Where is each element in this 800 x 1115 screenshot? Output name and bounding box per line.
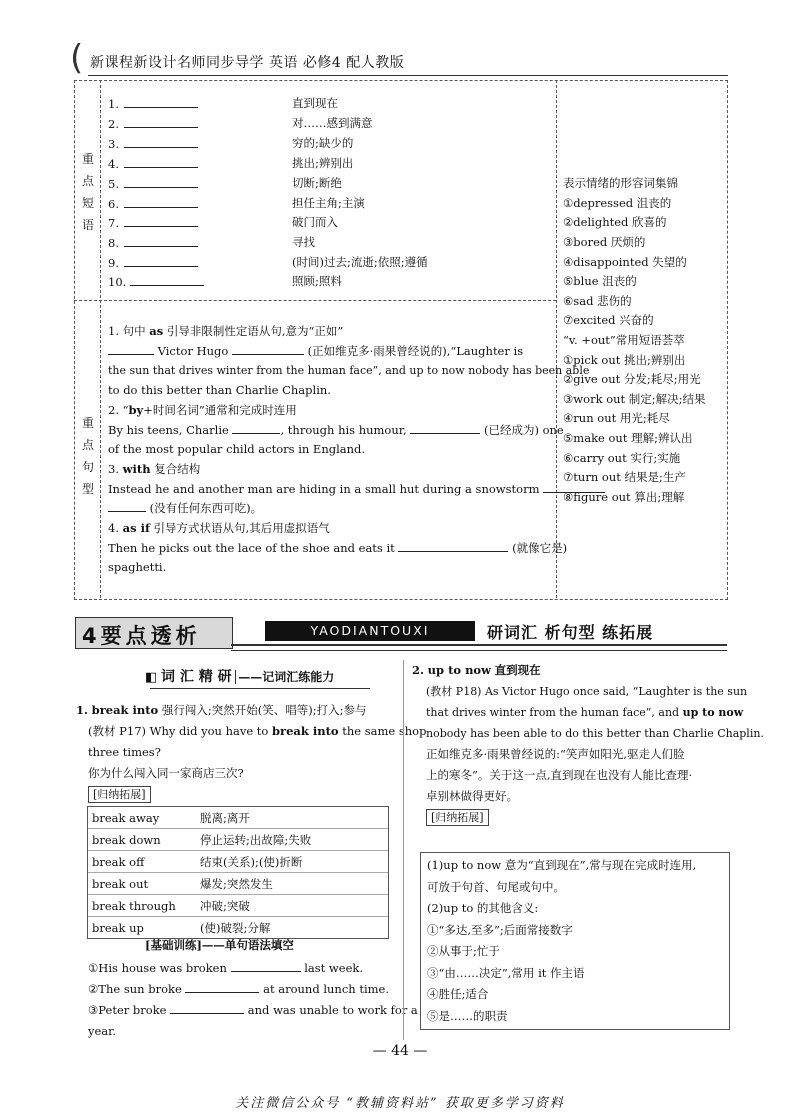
answer-blank[interactable]	[543, 480, 605, 493]
page-header-title: 新课程新设计名师同步导学 英语 必修4 配人教版	[90, 55, 405, 71]
answer-blank[interactable]	[398, 539, 508, 552]
header-bracket: (	[70, 38, 84, 78]
phrase-meaning: 照顾;照料	[292, 274, 342, 288]
answer-blank[interactable]	[124, 195, 198, 208]
phrase-row: 10.	[108, 273, 204, 293]
drill-exercises: ①His house was broken last week. ②The sun broke at around lunch time. ③Peter broke and was unable to work for a year.	[88, 961, 418, 1038]
sidebar-line: ③work out 制定;解决;结果	[563, 392, 706, 406]
answer-blank[interactable]	[108, 499, 146, 512]
sidebar-line: ②give out 分发;耗尽;用光	[563, 372, 701, 386]
answer-blank[interactable]	[410, 421, 480, 434]
sidebar-line: ⑥sad 悲伤的	[563, 294, 632, 308]
banner-subtitle: 研词汇 析句型 练拓展	[487, 623, 654, 642]
header-rule	[88, 75, 728, 76]
note-line: (1)up to now 意为“直到现在”,常与现在完成时连用,	[427, 858, 697, 872]
answer-blank[interactable]	[232, 342, 304, 355]
phrase-meaning: 破门而入	[292, 215, 338, 229]
sidebar-line: ⑦turn out 结果是;生产	[563, 470, 686, 484]
banner-stripe	[231, 644, 727, 651]
answer-blank[interactable]	[124, 175, 198, 188]
answer-blank[interactable]	[170, 1001, 244, 1014]
phrase-row: 1.	[108, 95, 198, 115]
answer-blank[interactable]	[124, 95, 198, 108]
expand-tag: [归纳拓展]	[88, 786, 151, 803]
answer-blank[interactable]	[124, 115, 198, 128]
phrase-row: 9.	[108, 254, 198, 274]
box-divider-right	[556, 80, 557, 598]
answer-blank[interactable]	[130, 273, 204, 286]
phrase-meaning: (时间)过去;流逝;依照;遵循	[292, 255, 428, 269]
banner-title: 4要点透析	[82, 624, 201, 648]
sentence-4: 4. as if 引导方式状语从句,其后用虚拟语气 Then he picks out the lace of the shoe and eats it (就像它是) spaghetti.	[108, 521, 568, 575]
answer-blank[interactable]	[124, 155, 198, 168]
sidebar-line: 表示情绪的形容词集锦	[563, 176, 678, 190]
expand-tag: [归纳拓展]	[426, 809, 489, 826]
phrase-meaning: 寻找	[292, 235, 315, 249]
note-line: 可放于句首、句尾或句中。	[427, 879, 565, 894]
page-number: — 44 —	[372, 1043, 428, 1059]
phrases-label: 重点短语	[81, 152, 94, 232]
sidebar-line: ⑥carry out 实行;实施	[563, 451, 681, 465]
phrase-row: 3.	[108, 135, 198, 155]
break-phrases-table	[87, 806, 389, 939]
answer-blank[interactable]	[108, 342, 154, 355]
sidebar-line: ④run out 用光;耗尽	[563, 411, 670, 425]
phrase-meaning: 担任主角;主演	[292, 196, 365, 210]
vocab-heading: ◧ 词 汇 精 研 ——记词汇练能力	[145, 669, 335, 685]
sidebar-line: ⑧figure out 算出;理解	[563, 490, 685, 504]
sidebar-line: ⑤make out 理解;辨认出	[563, 431, 693, 445]
sidebar-line: ①depressed 沮丧的	[563, 196, 672, 210]
vocab-item-1: 1. break into 强行闯入;突然开始(笑、唱等);打入;参与 (教材 P17) Why did you have to break into the same shop three times? 你为什么闯入同一家商店三次? [归纳拓展]	[76, 703, 427, 801]
sidebar-line: “v. +out”常用短语荟萃	[563, 333, 685, 347]
book-icon: ◧	[145, 670, 158, 685]
sentence-3: 3. with 复合结构 Instead he and another man are hiding in a small hut during a snowstorm (没有任何东西可吃)。	[108, 460, 548, 519]
vocab-heading-rule	[150, 688, 370, 689]
section-banner	[75, 617, 727, 649]
sentences-label: 重点句型	[81, 416, 94, 496]
phrase-row: 2.	[108, 115, 198, 135]
table-row: break out 爆发;突然发生	[88, 873, 388, 895]
banner-title-box	[75, 617, 233, 649]
phrase-meaning: 挑出;辨别出	[292, 156, 354, 170]
phrase-row: 6.	[108, 195, 198, 215]
answer-blank[interactable]	[124, 254, 198, 267]
sidebar-line: ⑤blue 沮丧的	[563, 274, 637, 288]
sidebar-line: ②delighted 欣喜的	[563, 215, 667, 229]
footer-note: 关注微信公众号 “教辅资料站” 获取更多学习资料	[235, 1096, 565, 1111]
note-line: ①“多达,至多”;后面常接数字	[427, 922, 573, 937]
sidebar-line: ④disappointed 失望的	[563, 255, 687, 269]
note-line: ④胜任;适合	[427, 987, 489, 1001]
answer-blank[interactable]	[124, 234, 198, 247]
phrase-row: 8.	[108, 234, 198, 254]
answer-blank[interactable]	[124, 135, 198, 148]
sentence-2: 2. “by+时间名词”通常和完成时连用 By his teens, Charlie , through his humour, (已经成为) one of the most popular child actors in England.	[108, 403, 564, 457]
sidebar-line: ①pick out 挑出;辨别出	[563, 353, 686, 367]
column-divider	[403, 660, 404, 1040]
sentence-1: 1. 句中 as 引导非限制性定语从句,意为“正如” Victor Hugo (正如维克多·雨果曾经说的),“Laughter is the sun that drives winter from the human face”, and up to now nobody has been able to do this better than Charlie Chaplin.	[108, 324, 590, 397]
phrase-row: 5.	[108, 175, 198, 195]
table-row: break away 脱离;离开	[92, 810, 250, 825]
box-divider-middle	[74, 300, 556, 301]
sidebar-line: ⑦excited 兴奋的	[563, 313, 654, 327]
phrase-meaning: 切断;断绝	[292, 176, 342, 190]
note-line: ⑤是……的职责	[427, 1008, 508, 1023]
table-row: break through 冲破;突破	[88, 895, 388, 917]
table-row: break up (使)破裂;分解	[88, 917, 388, 939]
table-row: break down 停止运转;出故障;失败	[88, 829, 388, 851]
note-line: ②从事于;忙于	[427, 944, 500, 958]
answer-blank[interactable]	[232, 421, 280, 434]
phrase-row: 7.	[108, 214, 198, 234]
answer-blank[interactable]	[124, 214, 198, 227]
upto-notes-box	[420, 852, 730, 1030]
answer-blank[interactable]	[231, 959, 301, 972]
banner-pinyin: YAODIANTOUXI	[265, 621, 475, 641]
table-row: break off 结束(关系);(使)折断	[88, 851, 388, 873]
upto-item: 2. up to now 直到现在 (教材 P18) As Victor Hugo once said, “Laughter is the sun that drives winter from the human face”, and up to now nobody has been able to do this better than Charlie Chaplin. 正如维克多·雨果曾经说的:“笑声如阳光,驱走人们脸 上的寒冬”。关于这一点,直到现在也没有人能比查理· 卓别林做得更好。 [归纳拓展]	[412, 663, 764, 824]
note-line: ③“由……决定”,常用 it 作主语	[427, 965, 585, 980]
phrase-meaning: 对……感到满意	[292, 116, 373, 130]
drill-heading: [基础训练]——单句语法填空	[145, 938, 294, 952]
phrase-meaning: 直到现在	[292, 96, 338, 110]
phrase-row: 4.	[108, 155, 198, 175]
box-divider-left	[100, 80, 101, 598]
sidebar-line: ③bored 厌烦的	[563, 235, 646, 249]
note-line: (2)up to 的其他含义:	[427, 901, 539, 915]
answer-blank[interactable]	[185, 980, 259, 993]
phrase-meaning: 穷的;缺少的	[292, 136, 354, 150]
